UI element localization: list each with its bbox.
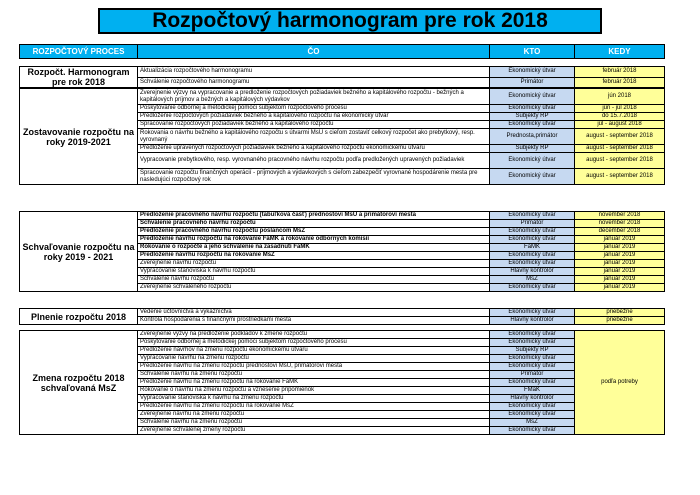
deadline-cell: január 2019 [575,236,665,244]
deadline-cell: január 2019 [575,244,665,252]
deadline-cell: priebežne [575,317,665,325]
section-table [19,330,665,435]
task-cell: Vypracovanie prebytkového, resp. vyrovnaného pracovného návrhu rozpočtu podľa predložených upravených požiadaviek [138,153,490,169]
responsible-cell: Ekonomický útvar [490,339,575,347]
task-cell: Zverejnenie výzvy na predloženie podkladov k zmene rozpočtu [138,331,490,339]
deadline-cell: január 2019 [575,276,665,284]
task-cell: Schválenie návrhu rozpočtu [138,276,490,284]
task-cell: Schválenie pracovného návrhu rozpočtu [138,220,490,228]
responsible-cell: Subjekty RP [490,113,575,121]
task-cell: Zverejnenie schváleného rozpočtu [138,284,490,292]
responsible-cell: FaMK [490,244,575,252]
section-table [19,308,665,325]
task-cell: Zverejnenie výzvy na vypracovanie a predloženie rozpočtových požiadaviek bežného a kapitálového rozpočtu - bežných a kapitálových príjmov a bežných a kapitálových výdavkov [138,89,490,105]
task-cell: Kontrola hospodárenia s finančnými prostriedkami mesta [138,317,490,325]
task-cell: Spracovanie rozpočtu finančných operácií - príjmových a výdavkových s cieľom zabezpečiť vyrovnané hospodárenie mesta pre nasledujúci rozpočtový rok [138,169,490,185]
task-cell: Poskytovanie odbornej a metodickej pomoci subjektom rozpočtového procesu [138,339,490,347]
task-cell: Schválenie rozpočtového harmonogramu [138,77,490,88]
page-title: Rozpočtový harmonogram pre rok 2018 [98,8,602,34]
task-cell: Predloženie pracovného návrhu rozpočtu poslancom MsZ [138,228,490,236]
task-cell: Aktualizácia rozpočtového harmonogramu [138,67,490,78]
task-cell: Predloženie rozpočtových požiadaviek bežného a kapitálového rozpočtu na ekonomický útvar [138,113,490,121]
process-name: Zmena rozpočtu 2018 schvaľovaná MsZ [20,331,138,435]
task-cell: Vedenie účtovníctva a výkazníctva [138,309,490,317]
deadline-cell: august - september 2018 [575,169,665,185]
section-table [19,211,665,292]
deadline-cell: priebežne [575,309,665,317]
task-cell: Zverejnenie schválenej zmeny rozpočtu [138,427,490,435]
deadline-cell: január 2019 [575,268,665,276]
responsible-cell: Ekonomický útvar [490,169,575,185]
deadline-cell: august - september 2018 [575,153,665,169]
responsible-cell: Ekonomický útvar [490,427,575,435]
task-cell: Vypracovanie návrhu na zmenu rozpočtu [138,355,490,363]
deadline-cell: august - september 2018 [575,129,665,145]
table-row [20,309,665,317]
table-row [20,89,665,105]
process-name: Plnenie rozpočtu 2018 [20,309,138,325]
table-row [20,331,665,339]
responsible-cell: Ekonomický útvar [490,67,575,78]
header-table [19,44,665,59]
task-cell: Predloženie návrhu rozpočtu na rokovanie MsZ [138,252,490,260]
header-co: ČO [138,45,490,59]
task-cell: Predloženie návrhu rozpočtu na rokovanie FaMK a rokovanie odborných komisií [138,236,490,244]
header-kto: KTO [490,45,575,59]
responsible-cell: Ekonomický útvar [490,309,575,317]
responsible-cell: Hlavný kontrolór [490,395,575,403]
deadline-cell: január 2019 [575,284,665,292]
deadline-cell: január 2019 [575,260,665,268]
process-name: Schvaľovanie rozpočtu na roky 2019 - 2021 [20,212,138,292]
section-table [19,88,665,185]
deadline-cell: jún - júl 2018 [575,105,665,113]
deadline-cell: jún 2018 [575,89,665,105]
responsible-cell: Ekonomický útvar [490,252,575,260]
task-cell: Spracovanie rozpočtových požiadaviek bežného a kapitálového rozpočtu [138,121,490,129]
responsible-cell: Ekonomický útvar [490,260,575,268]
responsible-cell: Ekonomický útvar [490,153,575,169]
deadline-cell: podľa potreby [575,331,665,435]
process-name: Zostavovanie rozpočtu na roky 2019-2021 [20,89,138,185]
task-cell: Predloženie upravených rozpočtových požiadaviek bežného a kapitálového rozpočtu ekonomickému útvaru [138,145,490,153]
responsible-cell: Ekonomický útvar [490,121,575,129]
task-cell: Vypracovanie stanoviska k návrhu na zmenu rozpočtu [138,395,490,403]
responsible-cell: Ekonomický útvar [490,355,575,363]
responsible-cell: MsZ [490,276,575,284]
responsible-cell: Ekonomický útvar [490,379,575,387]
responsible-cell: Ekonomický útvar [490,228,575,236]
task-cell: Rokovanie o návrhu na zmenu rozpočtu a vznesenie pripomienok [138,387,490,395]
deadline-cell: júl - august 2018 [575,121,665,129]
task-cell: Vypracovanie stanoviska k návrhu rozpočtu [138,268,490,276]
section-table [19,66,665,88]
task-cell: Zverejnenie návrhu na zmenu rozpočtu [138,411,490,419]
header-proces: ROZPOČTOVÝ PROCES [20,45,138,59]
header-kedy: KEDY [575,45,665,59]
task-cell: Predloženie návrhu na zmenu rozpočtu na rokovanie FaMK [138,379,490,387]
task-cell: Predloženie návrhov na zmenu rozpočtu ekonomickému útvaru [138,347,490,355]
task-cell: Zverejnenie návrhu rozpočtu [138,260,490,268]
deadline-cell: november 2018 [575,212,665,220]
responsible-cell: FMaK [490,387,575,395]
task-cell: Poskytovanie odbornej a metodickej pomoci subjektom rozpočtového procesu [138,105,490,113]
responsible-cell: Prednosta,primátor [490,129,575,145]
task-cell: Predloženie návrhu na zmenu rozpočtu prednostovi MsÚ, primátorovi mesta [138,363,490,371]
responsible-cell: Ekonomický útvar [490,331,575,339]
task-cell: Predloženie pracovného návrhu rozpočtu (tabuľková časť) prednostovi MsÚ a primátorovi mesta [138,212,490,220]
deadline-cell: august - september 2018 [575,145,665,153]
responsible-cell: Ekonomický útvar [490,284,575,292]
table-row [20,212,665,220]
process-name: Rozpočt. Harmonogram pre rok 2018 [20,67,138,88]
responsible-cell: Primátor [490,220,575,228]
task-cell: Schválenie návrhu na zmenu rozpočtu [138,371,490,379]
responsible-cell: Ekonomický útvar [490,89,575,105]
deadline-cell: január 2019 [575,252,665,260]
responsible-cell: Ekonomický útvar [490,411,575,419]
responsible-cell: Primátor [490,77,575,88]
deadline-cell: do 15.7.2018 [575,113,665,121]
task-cell: Schválenie návrhu na zmenu rozpočtu [138,419,490,427]
responsible-cell: Hlavný kontrolór [490,317,575,325]
responsible-cell: Ekonomický útvar [490,212,575,220]
deadline-cell: december 2018 [575,228,665,236]
deadline-cell: november 2018 [575,220,665,228]
responsible-cell: Ekonomický útvar [490,363,575,371]
responsible-cell: Ekonomický útvar [490,403,575,411]
responsible-cell: Hlavný kontrolór [490,268,575,276]
responsible-cell: Subjekty RP [490,347,575,355]
task-cell: Rokovania o návrhu bežného a kapitálového rozpočtu s útvarmi MsÚ s cieľom zostaviť celkový rozpočet ako prebytkový, resp. vyrovnaný [138,129,490,145]
responsible-cell: Subjekty RP [490,145,575,153]
responsible-cell: MsZ [490,419,575,427]
deadline-cell: február 2018 [575,67,665,78]
table-row [20,67,665,78]
responsible-cell: Ekonomický útvar [490,236,575,244]
task-cell: Predloženie návrhu na zmenu rozpočtu na rokovanie MsZ [138,403,490,411]
responsible-cell: Primátor [490,371,575,379]
deadline-cell: február 2018 [575,77,665,88]
task-cell: Rokovanie o rozpočte a jeho schválenie na zasadnutí FaMK [138,244,490,252]
responsible-cell: Ekonomický útvar [490,105,575,113]
